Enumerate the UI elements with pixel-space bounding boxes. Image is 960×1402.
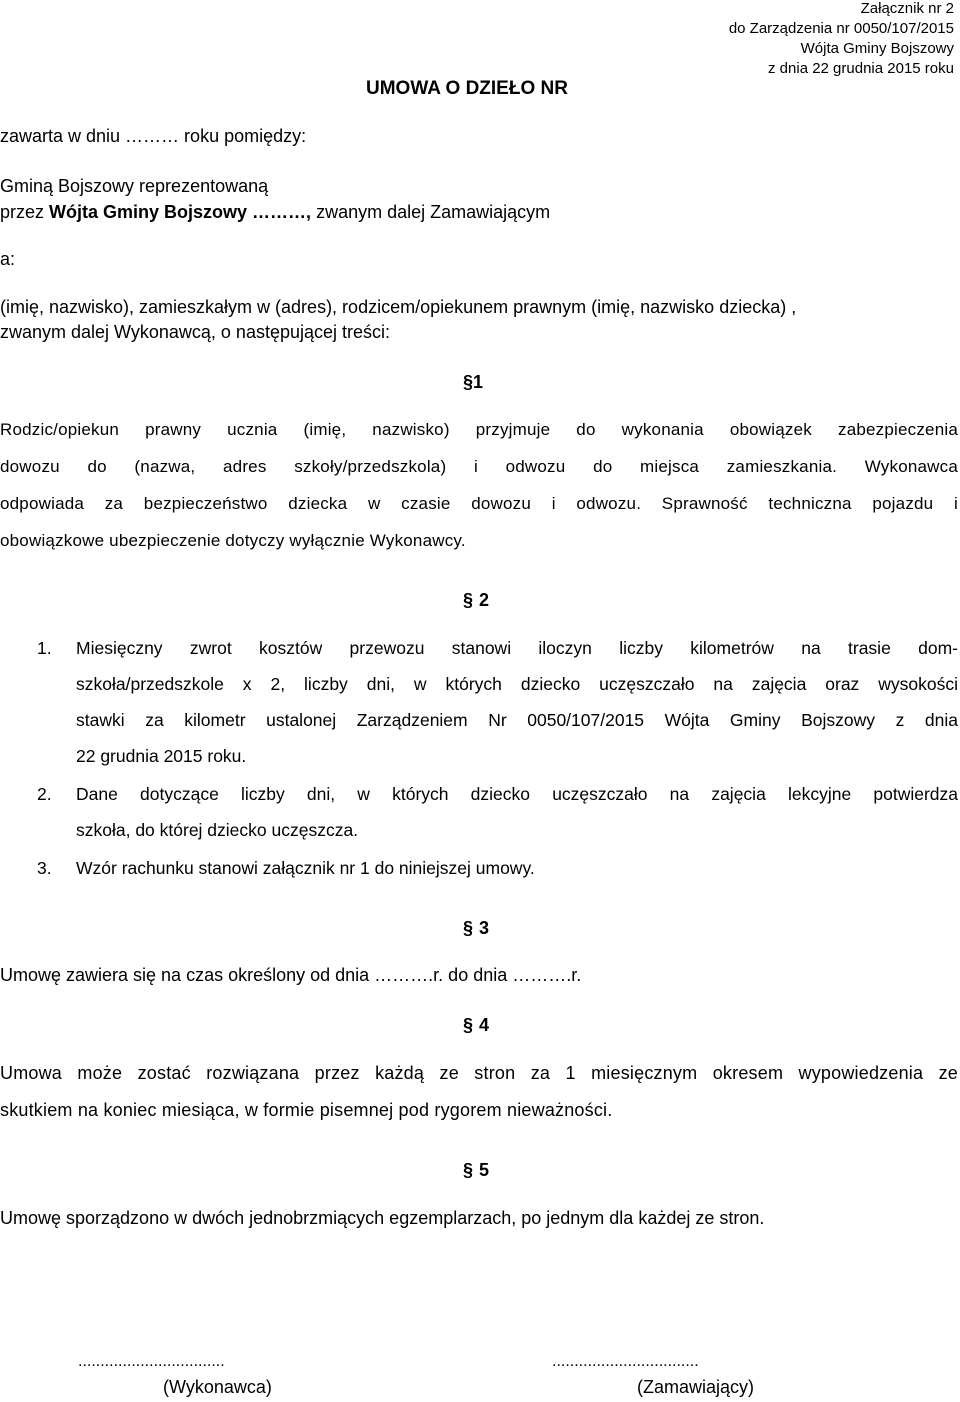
section-3-heading: § 3 — [463, 918, 490, 938]
section-4-line: skutkiem na koniec miesiąca, w formie pisemnej pod rygorem nieważności. — [0, 1100, 613, 1120]
item-text: Wzór rachunku stanowi załącznik nr 1 do niniejszej umowy. — [76, 858, 535, 878]
section-2-item-2 — [37, 776, 957, 848]
party1-representative: Wójta Gminy Bojszowy ………, — [49, 202, 312, 222]
section-1-line: dowozu do (nazwa, adres szkoły/przedszkola) i odwozu do miejsca zamieszkania. Wykonawca — [0, 457, 958, 476]
section-1-line: odpowiada za bezpieczeństwo dziecka w czasie dowozu i odwozu. Sprawność techniczna pojazdu i — [0, 494, 958, 513]
item-number: 1. — [37, 638, 52, 658]
party2-line1: (imię, nazwisko), zamieszkałym w (adres), rodzicem/opiekunem prawnym (imię, nazwisko dziecka) , — [0, 297, 797, 317]
item-number: 2. — [37, 784, 52, 804]
party1-prefix: przez — [0, 202, 50, 222]
section-5-text: Umowę sporządzono w dwóch jednobrzmiących egzemplarzach, po jednym dla każdej ze stron. — [0, 1208, 765, 1228]
section-sign: § — [463, 1015, 474, 1035]
section-3-text: Umowę zawiera się na czas określony od dnia ……….r. do dnia ……….r. — [0, 965, 582, 985]
section-5-heading: § 5 — [463, 1160, 490, 1180]
section-2-heading: § 2 — [463, 590, 490, 610]
issuer: Wójta Gminy Bojszowy — [800, 40, 954, 57]
section-1-line: obowiązkowe ubezpieczenie dotyczy wyłącznie Wykonawcy. — [0, 531, 466, 550]
attachment-label: Załącznik nr 2 — [860, 0, 954, 17]
section-sign: § — [463, 1160, 474, 1180]
section-1-line: Rodzic/opiekun prawny ucznia (imię, nazwisko) przyjmuje do wykonania obowiązek zabezpieczenia — [0, 420, 958, 439]
party1-suffix: zwanym dalej Zamawiającym — [311, 202, 551, 222]
item-text: Miesięczny zwrot kosztów przewozu stanowi iloczyn liczby kilometrów na trasie dom- szkoła/przedszkole x 2, liczby dni, w których dziecko uczęszczało na zajęcia oraz wysokości stawki za kilometr ustalonej Zarządzeniem Nr 0050/107/2015 Wójta Gminy Bojszowy z dnia 22 grudnia 2015 roku. — [76, 638, 958, 766]
item-number: 3. — [37, 858, 52, 878]
party2-line2: zwanym dalej Wykonawcą, o następującej treści: — [0, 322, 391, 342]
and-label: a: — [0, 249, 16, 269]
regulation-reference: do Zarządzenia nr 0050/107/2015 — [728, 20, 954, 37]
section-sign: § — [463, 372, 474, 392]
section-sign: § — [463, 918, 474, 938]
party1-line1: Gminą Bojszowy reprezentowaną — [0, 176, 269, 196]
client-signature-label: (Zamawiający) — [637, 1377, 755, 1397]
party1-line2 — [0, 202, 550, 223]
section-4-heading: § 4 — [463, 1015, 490, 1035]
section-2-item-1 — [37, 630, 957, 774]
concluded-line: zawarta w dniu ……… roku pomiędzy: — [0, 126, 307, 146]
section-sign: § — [463, 590, 474, 610]
section-1-heading: §1 — [463, 372, 484, 392]
contractor-signature-line: ................................. — [78, 1353, 225, 1370]
item-text: Dane dotyczące liczby dni, w których dziecko uczęszczało na zajęcia lekcyjne potwierdza szkoła, do której dziecko uczęszcza. — [76, 784, 958, 840]
regulation-date: z dnia 22 grudnia 2015 roku — [768, 60, 954, 77]
contractor-signature-label: (Wykonawca) — [163, 1377, 272, 1397]
section-4-paragraph — [0, 1055, 958, 1129]
section-4-line: Umowa może zostać rozwiązana przez każdą ze stron za 1 miesięcznym okresem wypowiedzenia ze — [0, 1063, 958, 1083]
document-title: UMOWA O DZIEŁO NR — [366, 78, 568, 99]
client-signature-line: ................................. — [552, 1353, 699, 1370]
section-2-item-3 — [37, 850, 957, 886]
section-1-paragraph — [0, 411, 958, 559]
